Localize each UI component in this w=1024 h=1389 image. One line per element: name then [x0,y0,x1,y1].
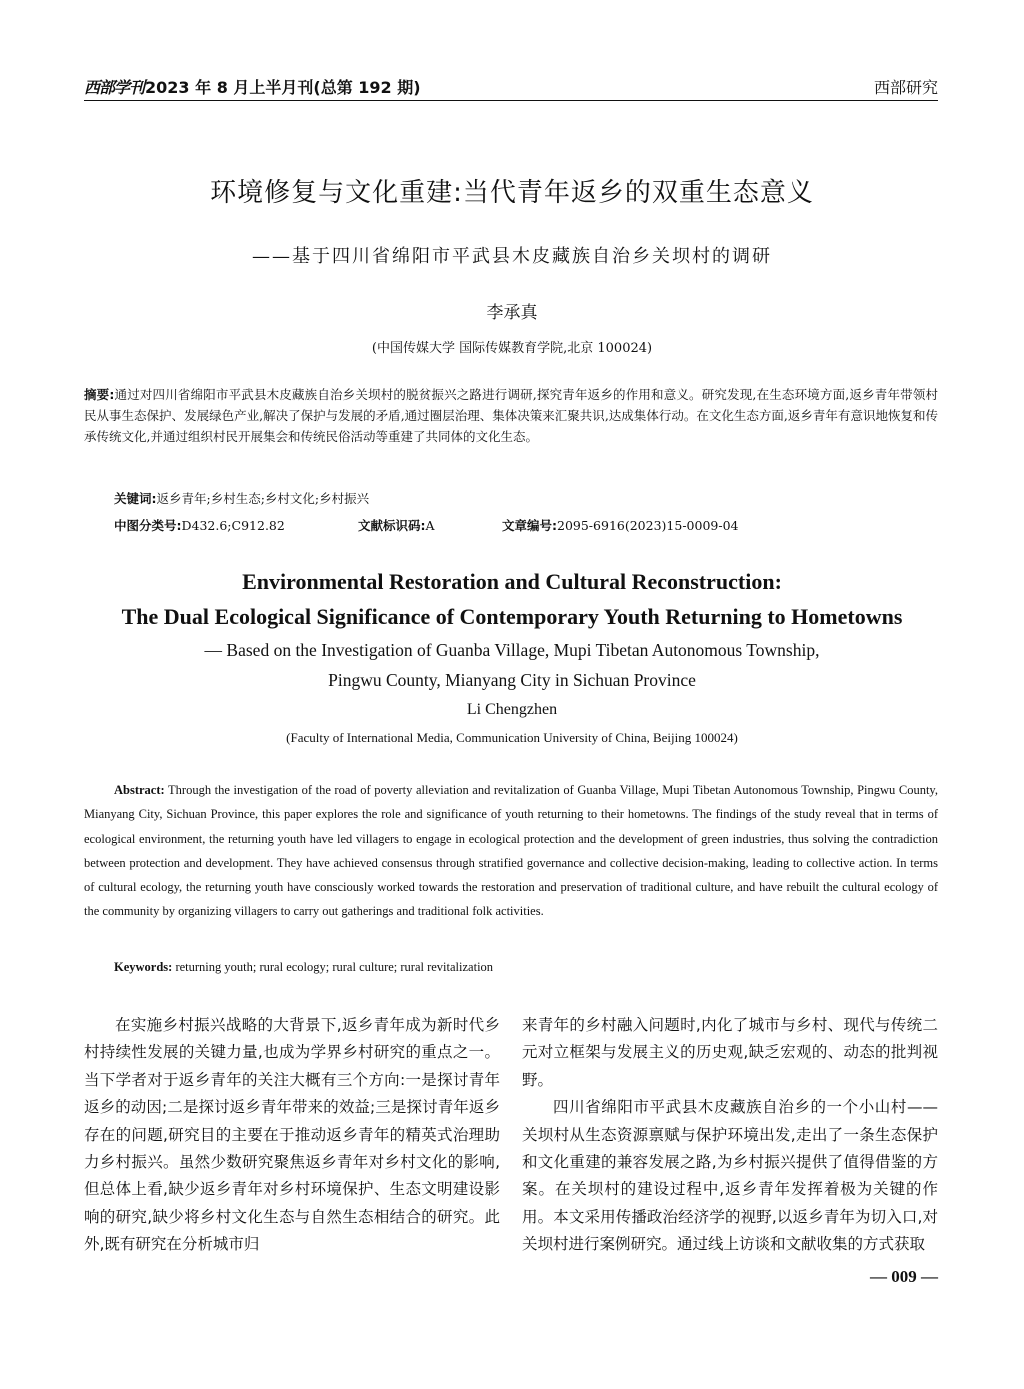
article-label: 文章编号: [502,518,557,533]
english-abstract [84,778,938,924]
document-code [358,516,502,534]
english-keywords-text: returning youth; rural ecology; rural culture; rural revitalization [175,960,494,974]
keywords-label: 关键词: [114,491,157,506]
doc-value: A [425,518,435,533]
doc-label: 文献标识码: [358,518,426,533]
english-author: Li Chengzhen [466,701,558,718]
body-column-left [84,1012,500,1259]
clc-number [114,516,358,534]
english-subtitle-line-2: Pingwu County, Mianyang City in Sichuan Province [328,670,696,690]
chinese-abstract [84,384,938,447]
body-paragraph: 四川省绵阳市平武县木皮藏族自治乡的一个小山村——关坝村从生态资源禀赋与保护环境出发,走出了一条生态保护和文化重建的兼容发展之路,为乡村振兴提供了值得借鉴的方案。在关坝村的建设过程中,返乡青年发挥着极为关键的作用。本文采用传播政治经济学的视野,以返乡青年为切入口,对关坝村进行案例研究。通过线上访谈和文献收集的方式获取 [522,1098,938,1254]
journal-logo: 西部学刊 [84,78,145,97]
running-header [84,68,938,98]
section-label: 西部研究 [873,78,938,97]
body-column-right [522,1012,938,1259]
chinese-keywords [114,489,914,507]
english-keywords-label: Keywords: [114,960,173,974]
author-name: 李承真 [486,303,538,323]
body-paragraph: 在实施乡村振兴战略的大背景下,返乡青年成为新时代乡村持续性发展的关键力量,也成为学界乡村研究的重点之一。当下学者对于返乡青年的关注大概有三个方向:一是探讨青年返乡的动因;二是探讨返乡青年带来的效益;三是探讨青年返乡存在的问题,研究目的主要在于推动返乡青年的精英式治理助力乡村振兴。虽然少数研究聚焦返乡青年对乡村文化的影响,但总体上看,缺少返乡青年对乡村环境保护、生态文明建设影响的研究,缺少将乡村文化生态与自然生态相结合的研究。此外,既有研究在分析城市归 [84,1016,500,1254]
english-title-line-2: The Dual Ecological Significance of Contemporary Youth Returning to Hometowns [121,604,903,629]
author-affiliation: (中国传媒大学 国际传媒教育学院,北京 100024) [371,341,653,356]
journal-issue [84,75,421,98]
header-rule [84,100,938,101]
clc-label: 中图分类号: [114,518,182,533]
keywords-text: 返乡青年;乡村生态;乡村文化;乡村振兴 [156,491,370,506]
abstract-text: 通过对四川省绵阳市平武县木皮藏族自治乡关坝村的脱贫振兴之路进行调研,探究青年返乡的作用和意义。研究发现,在生态环境方面,返乡青年带领村民从事生态保护、发展绿色产业,解决了保护与发展的矛盾,通过圈层治理、集体决策来汇聚共识,达成集体行动。在文化生态方面,返乡青年有意识地恢复和传承传统文化,并通过组织村民开展集会和传统民俗活动等重建了共同体的文化生态。 [84,387,938,444]
abstract-label: 摘要: [84,387,115,402]
clc-value: D432.6;C912.82 [181,518,285,533]
article-value: 2095-6916(2023)15-0009-04 [557,518,739,533]
article-number [502,516,738,534]
paper-subtitle: ——基于四川省绵阳市平武县木皮藏族自治乡关坝村的调研 [252,246,772,267]
body-paragraph: 来青年的乡村融入问题时,内化了城市与乡村、现代与传统二元对立框架与发展主义的历史观,缺乏宏观的、动态的批判视野。 [522,1016,938,1089]
english-affiliation: (Faculty of International Media, Communication University of China, Beijing 100024) [286,730,738,745]
english-abstract-text: Through the investigation of the road of poverty alleviation and revitalization of Guanba Village, Mupi Tibetan Autonomous Township, Pingwu County, Mianyang City, Sichuan Province, this paper explores the role and significance of youth returning to their hometowns. The findings of the study reveal that in terms of ecological environment, the returning youth have led villagers to engage in ecological protection and the development of green industries, thus solving the contradiction between protection and development. They have achieved consensus through stratified governance and collective decision-making, leading to collective action. In terms of cultural ecology, the returning youth have consciously worked towards the restoration and preservation of traditional culture, and have rebuilt the cultural ecology of the community by organizing villagers to carry out gatherings and traditional folk activities. [84,783,938,919]
english-title-line-1: Environmental Restoration and Cultural Reconstruction: [242,569,782,594]
paper-title: 环境修复与文化重建:当代青年返乡的双重生态意义 [210,178,814,208]
classification-line [114,516,934,534]
english-subtitle-line-1: — Based on the Investigation of Guanba Village, Mupi Tibetan Autonomous Township, [204,640,820,660]
english-keywords [114,960,934,975]
issue-label: 2023 年 8 月上半月刊(总第 192 期) [145,78,421,97]
english-abstract-label: Abstract: [114,783,165,797]
page-number: — 009 — [870,1267,938,1286]
